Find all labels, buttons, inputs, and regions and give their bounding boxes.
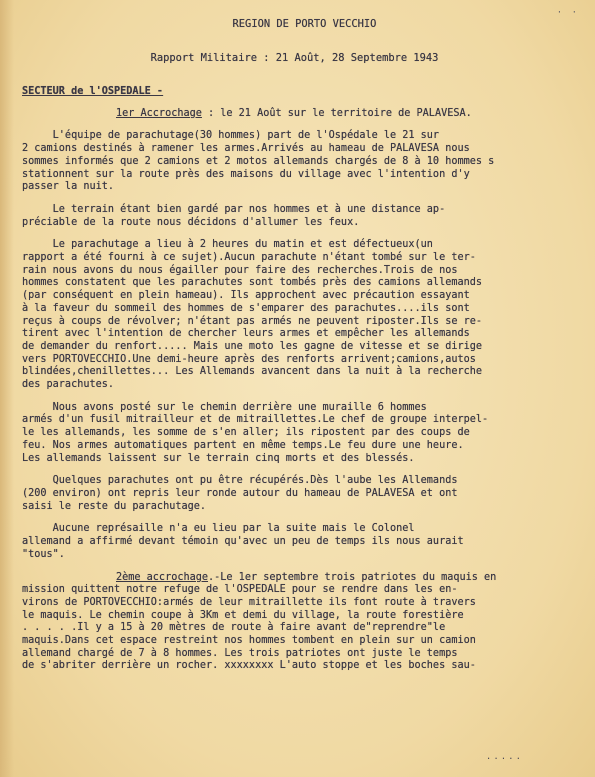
- footer-mark: .....: [485, 752, 523, 762]
- text-line: rapport a été fourni à ce sujet).Aucun parachute n'étant tombé sur le ter-: [22, 252, 476, 264]
- text-line: rain nous avons du nous égailler pour faire des recherches.Trois de nos: [22, 264, 458, 276]
- text-line: virons de PORTOVECCHIO:armés de leur mitraillette ils font route à travers: [22, 596, 476, 608]
- text-line: L'équipe de parachutage(30 hommes) part de l'Ospédale le 21 sur: [22, 130, 440, 142]
- text-line: Le parachutage a lieu à 2 heures du matin et est défectueux(un: [22, 239, 433, 251]
- text-line: le les allemands, les somme de s'en aller; ils ripostent par des coups de: [22, 427, 470, 439]
- text-line: allemand chargé de 7 à 8 hommes. Les trois patriotes ont juste le temps: [22, 647, 458, 659]
- text-line: sommes informés que 2 camions et 2 motos allemands chargés de 8 à 10 hommes s: [22, 155, 495, 167]
- text-line: Le terrain étant bien gardé par nos hommes et à une distance ap-: [22, 203, 446, 215]
- second-encounter-first-line: .-Le 1er septembre trois patriotes du maquis en: [208, 571, 497, 583]
- text-line: vers PORTOVECCHIO.Une demi-heure après des renforts arrivent;camions,autos: [22, 353, 476, 365]
- text-line: de s'abriter derrière un rocher. xxxxxxxx L'auto stoppe et les boches sau-: [22, 660, 476, 672]
- text-line: passer la nuit.: [22, 181, 115, 193]
- text-line: maquis.Dans cet espace restreint nos hommes tombent en plein sur un camion: [22, 635, 476, 647]
- paragraph: [22, 475, 587, 513]
- paragraph: [22, 402, 587, 466]
- text-line: stationnent sur la route près des maisons du village avec l'intention d'y: [22, 168, 470, 180]
- text-line: Les allemands laissent sur le terrain cinq morts et des blessés.: [22, 452, 415, 464]
- paragraph: [22, 130, 587, 194]
- report-body: [22, 130, 587, 561]
- text-line: saisi le reste du parachutage.: [22, 500, 207, 512]
- text-line: feu. Nos armes automatiques partent en même temps.Le feu dure une heure.: [22, 439, 464, 451]
- paragraph: [22, 523, 587, 561]
- text-line: à la faveur du sommeil des hommes de s'emparer des parachutes....ils sont: [22, 302, 470, 314]
- first-encounter-heading: [22, 108, 587, 121]
- text-line: (par conséquent en plein hameau). Ils approchent avec précaution essayant: [22, 290, 470, 302]
- paper-stain: [0, 0, 14, 777]
- text-line: Quelques parachutes ont pu être récupérés.Dès l'aube les Allemands: [22, 475, 458, 487]
- text-line: 2 camions destinés à ramener les armes.Arrivés au hameau de PALAVESA nous: [22, 143, 470, 155]
- text-line: reçus à coups de révolver; n'étant pas armés ne peuvent riposter.Ils se re-: [22, 315, 483, 327]
- text-line: hommes constatent que les parachutes sont tombés près des camions allemands: [22, 277, 483, 289]
- text-line: de demander du renfort..... Mais une moto les gagne de vitesse et se dirige: [22, 340, 483, 352]
- second-encounter-label: 2ème accrochage: [116, 571, 209, 583]
- text-line: mission quittent notre refuge de l'OSPEDALE pour se rendre dans les en-: [22, 584, 458, 596]
- text-line: des parachutes.: [22, 379, 115, 391]
- sector-heading: SECTEUR de l'OSPEDALE -: [22, 86, 164, 97]
- text-line: tirent avec l'intention de chercher leurs armes et empêcher les allemands: [22, 328, 470, 340]
- text-line: armés d'un fusil mitrailleur et de mitraillettes.Le chef de groupe interpel-: [22, 414, 489, 426]
- region-title: REGION DE PORTO VECCHIO: [232, 18, 377, 30]
- paragraph: [22, 239, 587, 391]
- second-encounter-heading: [22, 572, 587, 585]
- paragraph: [22, 204, 587, 229]
- text-line: préciable de la route nous décidons d'allumer les feux.: [22, 216, 360, 228]
- text-line: . . . . .Il y a 15 à 20 mètres de route à faire avant de"reprendre"le: [22, 622, 446, 634]
- text-line: le maquis. Le chemin coupe à 3Km et demi du village, la route forestière: [22, 609, 464, 621]
- first-encounter-date: : le 21 Août sur le territoire de PALAVESA.: [201, 107, 472, 119]
- report-title: Rapport Militaire : 21 Août, 28 Septembre 1943: [150, 52, 439, 64]
- text-line: (200 environ) ont repris leur ronde autour du hameau de PALAVESA et ont: [22, 487, 458, 499]
- text-line: allemand a affirmé devant témoin qu'avec un peu de temps ils nous aurait: [22, 536, 464, 548]
- top-dots: · ·: [556, 8, 579, 18]
- first-encounter-label: 1er Accrochage: [116, 107, 202, 119]
- text-line: Aucune représaille n'a eu lieu par la suite mais le Colonel: [22, 523, 415, 535]
- text-line: blindées,chenillettes... Les Allemands avancent dans la nuit à la recherche: [22, 366, 483, 378]
- second-encounter-body: [22, 584, 587, 673]
- text-line: "tous".: [22, 548, 65, 560]
- text-line: Nous avons posté sur le chemin derrière une muraille 6 hommes: [22, 401, 427, 413]
